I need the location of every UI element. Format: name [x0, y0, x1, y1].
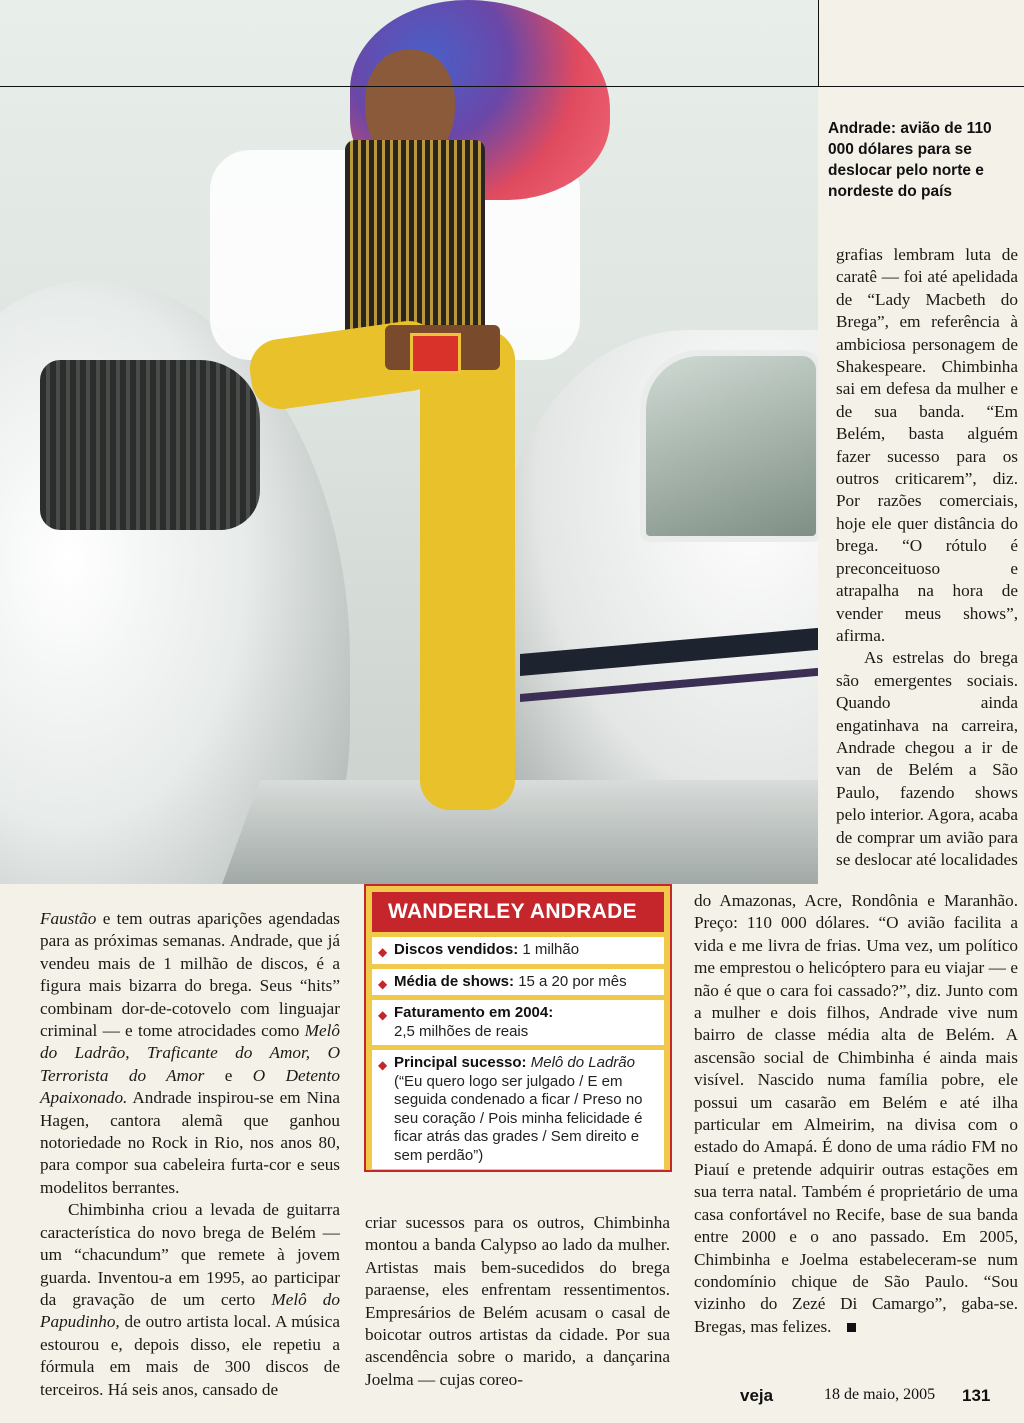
text-run: e [204, 1065, 253, 1085]
page-number: 131 [962, 1386, 991, 1405]
diamond-bullet-icon: ◆ [378, 945, 388, 959]
magazine-name: veja [740, 1386, 774, 1405]
paragraph [40, 908, 340, 1199]
page-footer [740, 1386, 1020, 1410]
info-value: 1 milhão [518, 941, 580, 958]
article-column-right-top [836, 244, 1018, 871]
info-song-title: Melô do Ladrão [526, 1054, 635, 1071]
info-label: Discos vendidos: [394, 941, 519, 958]
paragraph-text: do Amazonas, Acre, Rondônia e Maranhão. Preço: 110 000 dólares. “O avião facilita a vida e me livra de frias. Uma vez, um político me emprestou o helicóptero para eu viajar — e não é que o cara foi cassado?”, diz. Junto com a mulher e dois filhos, Andrade vive num bairro de classe média alta de Belém. A ascensão social de Chimbinha é ainda mais visível. Nascido numa família pobre, ele possui um casarão em Belém e até ilha particular em Almeirim, na divisa com o estado do Amapá. É dono de uma rádio FM no Piauí e pretende adquirir outras estações em sua terra natal. Também é proprietário de uma casa confortável no Recife, base de sua banda entre 2000 e o ano passado. Em 2005, Chimbinha e Joelma estabeleceram-se num condomínio chique de São Paulo. “Sou vizinho do Zezé Di Camargo”, gaba-se. Bregas, mas felizes. [694, 891, 1018, 1336]
song-title: O Detento Apaixonado. [40, 1065, 340, 1108]
issue-date: 18 de maio, 2005 [824, 1386, 936, 1403]
info-label: Principal sucesso: [394, 1054, 527, 1071]
song-title: Melô do Papudinho, [40, 1289, 340, 1332]
vertical-rule [818, 0, 819, 86]
diamond-bullet-icon: ◆ [378, 1008, 388, 1022]
info-value: 15 a 20 por mês [514, 972, 627, 990]
paragraph [40, 1199, 340, 1401]
text-run: e tem outras aparições agendadas para as próximas semanas. Andrade, que já vendeu mais de 1 milhão de discos, é a figura mais bizarra do brega. Seus “hits” combinam dor-de-cotovelo com linguajar criminal — e tome atrocidades como [40, 909, 340, 1041]
info-box [364, 884, 672, 1172]
yellow-pants-right-leg [420, 330, 515, 810]
text-run: Chimbinha criou a levada de guitarra característica do novo brega de Belém — um “chacundum” que remete à jovem guarda. Inventou-a em 1995, ao participar da gravação de um certo [40, 1200, 340, 1309]
info-box-title: WANDERLEY ANDRADE [372, 892, 664, 932]
paragraph [694, 890, 1018, 1338]
paragraph: grafias lembram luta de caratê — foi até apelidada de “Lady Macbeth do Brega”, em referência à ambiciosa personagem de Shakespeare. Chimbinha sai em defesa da mulher e de sua banda. “Em Belém, basta alguém fazer sucesso para os outros criticarem”, diz. Por razões comerciais, hoje ele quer distância do brega. “O rótulo é preconceituoso e atrapalha na hora de vender meus shows”, afirma. [836, 245, 1018, 645]
info-item-shows [372, 969, 664, 996]
paragraph: criar sucessos para os outros, Chimbinha montou a banda Calypso ao lado da mulher. Artistas mais bem-sucedidos do brega paraense, eles enfrentam ressentimentos. Empresários de Belém acusam o casal de boicotar outros artistas da cidade. Por sua ascendência sobre o marido, a dançarina Joelma — cujas coreo- [365, 1213, 670, 1389]
article-column-left [40, 908, 340, 1401]
horizontal-rule [0, 86, 1024, 87]
info-item-discs [372, 937, 664, 964]
text-run: Andrade inspirou-se em Nina Hagen, cantora alemã que ganhou notoriedade no Rock in Rio, nos anos 80, para compor sua cabeleira furta-cor e seus modelitos berrantes. [40, 1088, 340, 1197]
cockpit-window [640, 350, 818, 542]
cover-photo [0, 0, 818, 884]
end-of-article-mark [847, 1323, 856, 1332]
text-run: de outro artista local. A música estourou e, depois disso, ele repetiu a fórmula em mais de 300 discos de terceiros. Há seis anos, cansado de [40, 1312, 340, 1399]
info-lyrics: (“Eu quero logo ser julgado / E em seguida condenado a ficar / Preso no seu coração / Pois minha felicidade é ficar atrás das grades / Sem direito e sem perdão”) [394, 1072, 643, 1164]
engine-intake [40, 360, 260, 530]
info-item-hit [372, 1050, 664, 1169]
article-column-middle [365, 1212, 670, 1391]
diamond-bullet-icon: ◆ [378, 976, 388, 991]
belt-buckle [410, 333, 461, 374]
info-label: Média de shows: [394, 972, 515, 990]
info-item-revenue [372, 1000, 664, 1045]
info-label: Faturamento em 2004: [394, 1004, 554, 1021]
italic-name: Faustão [40, 909, 97, 928]
info-value: 2,5 milhões de reais [394, 1022, 529, 1040]
photo-caption: Andrade: avião de 110 000 dólares para se deslocar pelo norte e nordeste do país [828, 120, 992, 200]
airplane-wing [220, 780, 818, 884]
song-titles: Melô do Ladrão, Traficante do Amor, O Terrorista do Amor [40, 1021, 340, 1085]
paragraph: As estrelas do brega são emergentes sociais. Quando ainda engatinhava na carreira, Andrade chegou a ir de van de Belém a São Paulo, fazendo shows pelo interior. Agora, acaba de comprar um avião para se deslocar até localidades [836, 648, 1018, 869]
diamond-bullet-icon: ◆ [378, 1058, 388, 1072]
article-column-right-bottom [694, 890, 1018, 1338]
striped-vest [345, 140, 485, 350]
